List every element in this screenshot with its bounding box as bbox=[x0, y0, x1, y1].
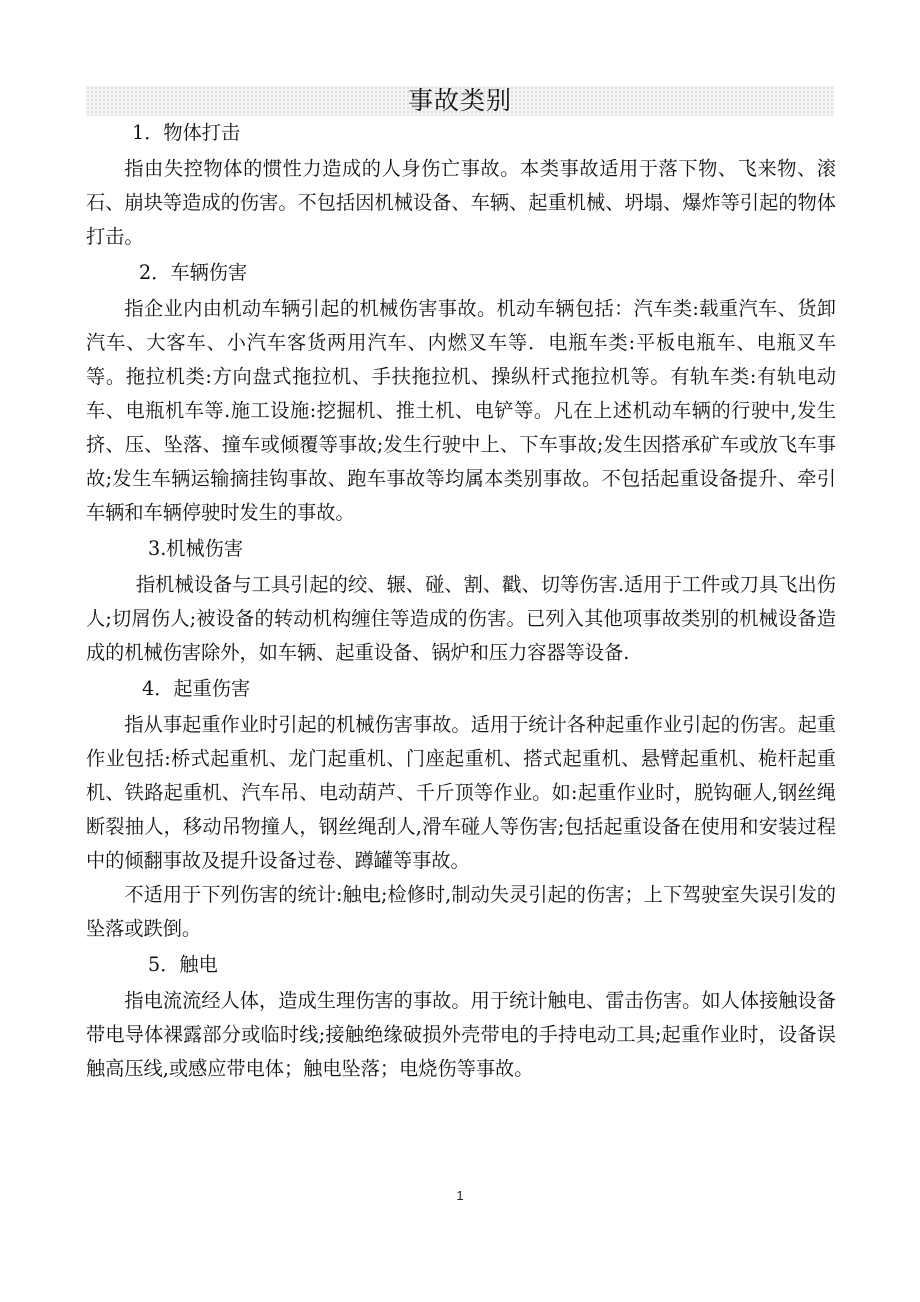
section-paragraph-object-strike: 指由失控物体的惯性力造成的人身伤亡事故。本类事故适用于落下物、飞来物、滚石、崩块等造成的伤害。不包括因机械设备、车辆、起重机械、坍塌、爆炸等引起的物体打击。 bbox=[86, 157, 836, 248]
section-heading-vehicle-injury: 2．车辆伤害 bbox=[139, 261, 248, 284]
section-heading-electric-shock: 5．触电 bbox=[148, 953, 218, 976]
document-title: 事故类别 bbox=[407, 86, 512, 115]
document-body bbox=[86, 116, 836, 1086]
section-heading-mechanical-injury: 3.机械伤害 bbox=[148, 537, 244, 560]
section-heading-lifting-injury: 4．起重伤害 bbox=[142, 677, 251, 700]
page-number: 1 bbox=[456, 1188, 464, 1203]
section-paragraph-vehicle-injury: 指企业内由机动车辆引起的机械伤害事故。机动车辆包括：汽车类:载重汽车、货卸汽车、大客车、小汽车客货两用汽车、内燃叉车等．电瓶车类:平板电瓶车、电瓶叉车等。拖拉机类:方向盘式拖拉机、手扶拖拉机、操纵杆式拖拉机等。有轨车类:有轨电动车、电瓶机车等.施工设施:挖掘机、推土机、电铲等。凡在上述机动车辆的行驶中,发生挤、压、坠落、撞车或倾覆等事故;发生行驶中上、下车事故;发生因搭承矿车或放飞车事故;发生车辆运输摘挂钩事故、跑车事故等均属本类别事故。不包括起重设备提升、牵引车辆和车辆停驶时发生的事故。 bbox=[86, 297, 836, 524]
section-paragraph-lifting-exclusions: 不适用于下列伤害的统计:触电;检修时,制动失灵引起的伤害；上下驾驶室失误引发的坠落或跌倒。 bbox=[86, 883, 836, 940]
section-paragraph-lifting-injury: 指从事起重作业时引起的机械伤害事故。适用于统计各种起重作业引起的伤害。起重作业包括:桥式起重机、龙门起重机、门座起重机、搭式起重机、悬臂起重机、桅杆起重机、铁路起重机、汽车吊、电动葫芦、千斤顶等作业。如:起重作业时，脱钩砸人,钢丝绳断裂抽人，移动吊物撞人，钢丝绳刮人,滑车碰人等伤害;包括起重设备在使用和安装过程中的倾翻事故及提升设备过卷、蹲罐等事故。 bbox=[86, 713, 836, 872]
section-paragraph-electric-shock: 指电流流经人体，造成生理伤害的事故。用于统计触电、雷击伤害。如人体接触设备带电导体裸露部分或临时线;接触绝缘破损外壳带电的手持电动工具;起重作业时，设备误触高压线,或感应带电体；触电坠落；电烧伤等事故。 bbox=[86, 989, 836, 1080]
section-paragraph-mechanical-injury: 指机械设备与工具引起的绞、辗、碰、割、戳、切等伤害.适用于工件或刀具飞出伤人;切屑伤人;被设备的转动机构缠住等造成的伤害。已列入其他项事故类别的机械设备造成的机械伤害除外，如车辆、起重设备、锅炉和压力容器等设备. bbox=[86, 573, 836, 664]
section-heading-object-strike: 1．物体打击 bbox=[132, 121, 241, 144]
